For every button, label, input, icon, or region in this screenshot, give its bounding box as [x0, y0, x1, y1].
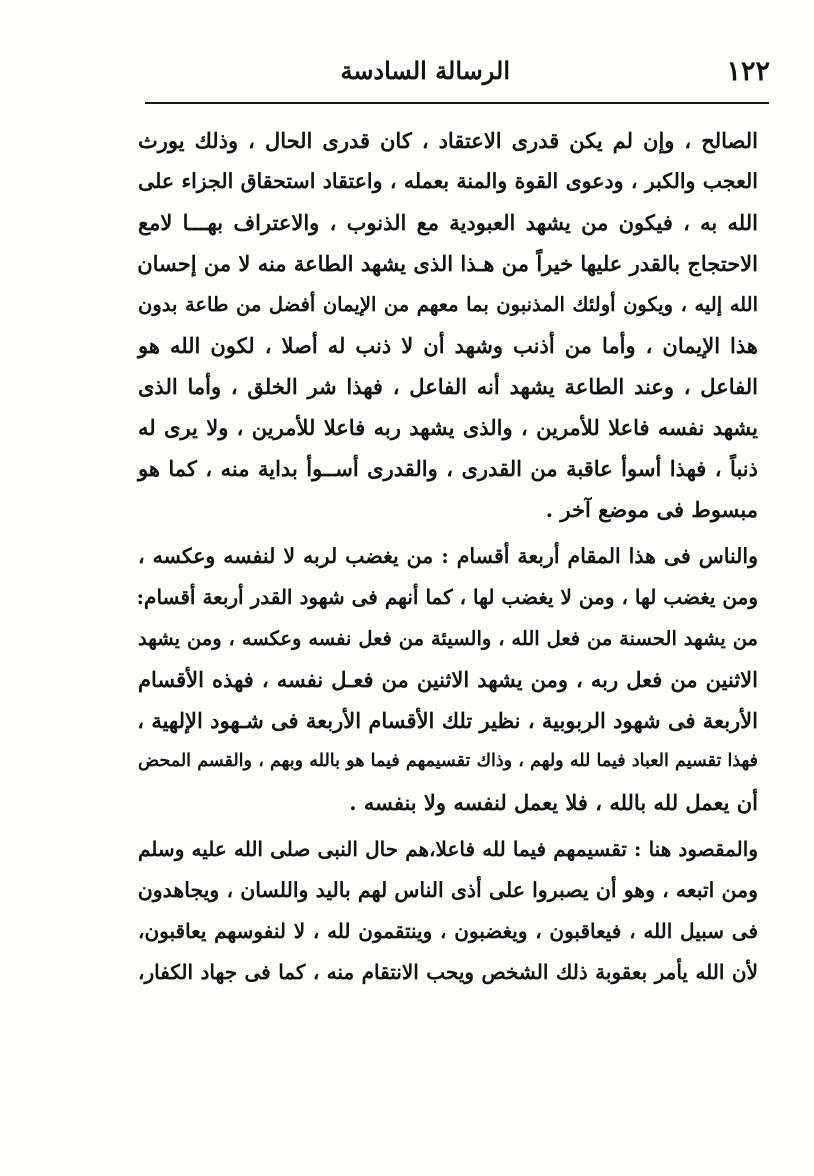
text-line: الفاعل ، وعند الطاعة يشهد أنه الفاعل ، فهذا شر الخلق ، وأما الذى: [138, 374, 758, 399]
text-line: والمقصود هنا : تقسيمهم فيما لله فاعلا،هم حال النبى صلى الله عليه وسلم: [138, 837, 758, 861]
body-text: [138, 120, 758, 993]
text-line: والناس فى هذا المقام أربعة أقسام : من يغضب لربه لا لنفسه وعكسه ،: [138, 544, 758, 568]
text-line: مبسوط فى موضع آخر .: [545, 497, 758, 522]
running-title: الرسالة السادسة: [340, 56, 510, 85]
text-line: الله به ، فيكون من يشهد العبودية مع الذنوب ، والاعتراف بهـــا لامع: [138, 210, 758, 235]
text-line: من يشهد الحسنة من فعل الله ، والسيئة من فعل نفسه وعكسه ، ومن يشهد: [138, 627, 758, 650]
text-line: لأن الله يأمر بعقوبة ذلك الشخص ويحب الانتقام منه ، كما فى جهاد الكفار،: [138, 960, 759, 984]
text-line: الصالح ، وإن لم يكن قدرى الاعتقاد ، كان قدرى الحال ، وذلك يورث: [138, 128, 758, 153]
text-line: الاحتجاج بالقدر عليها خيراً من هـذا الذى يشهد الطاعة منه لا من إحسان: [137, 251, 758, 276]
text-line: ذنباً ، فهذا أسوأ عاقبة من القدرى ، والقدرى أســوأ بداية منه ، كما هو: [138, 456, 758, 481]
text-line: يشهد نفسه فاعلا للأمرين ، والذى يشهد ربه فاعلا للأمرين ، ولا يرى له: [138, 415, 758, 440]
text-line: الاثنين من فعل ربه ، ومن يشهد الاثنين من فعـل نفسه ، فهذه الأقسام: [138, 667, 758, 692]
header-rule: [145, 102, 769, 104]
text-line: العجب والكبر ، ودعوى القوة والمنة بعمله ، واعتقاد استحقاق الجزاء على: [138, 169, 758, 193]
text-line: فى سبيل الله ، فيعاقبون ، ويغضبون ، وينتقمون لله ، لا لنفوسهم يعاقبون،: [138, 919, 758, 943]
paragraph-3: [138, 829, 758, 993]
text-line: فهذا تقسيم العباد فيما لله ولهم ، وذاك تقسيمهم فيما هو بالله وبهم ، والقسم المحض: [138, 751, 758, 771]
paragraph-1: [138, 120, 758, 530]
page-header: [120, 50, 770, 98]
text-line: الأربعة فى شهود الربوبية ، نظير تلك الأقسام الأربعة فى شـهود الإلهية ،: [137, 708, 758, 733]
text-line: هذا الإيمان ، وأما من أذنب وشهد أن لا ذنب له أصلا ، لكون الله هو: [138, 333, 758, 358]
text-line: أن يعمل لله بالله ، فلا يعمل لنفسه ولا بنفسه .: [349, 790, 758, 815]
text-line: ومن اتبعه ، وهو أن يصبروا على أذى الناس لهم باليد واللسان ، ويجاهدون: [137, 878, 758, 902]
text-line: الله إليه ، ويكون أولئك المذنبون بما معهم من الإيمان أفضل من طاعة بدون: [138, 293, 758, 316]
text-line: ومن يغضب لها ، ومن لا يغضب لها ، كما أنهم فى شهود القدر أربعة أقسام:: [136, 585, 758, 609]
paragraph-2: [138, 536, 758, 823]
page-number: ١٢٢: [726, 56, 770, 87]
